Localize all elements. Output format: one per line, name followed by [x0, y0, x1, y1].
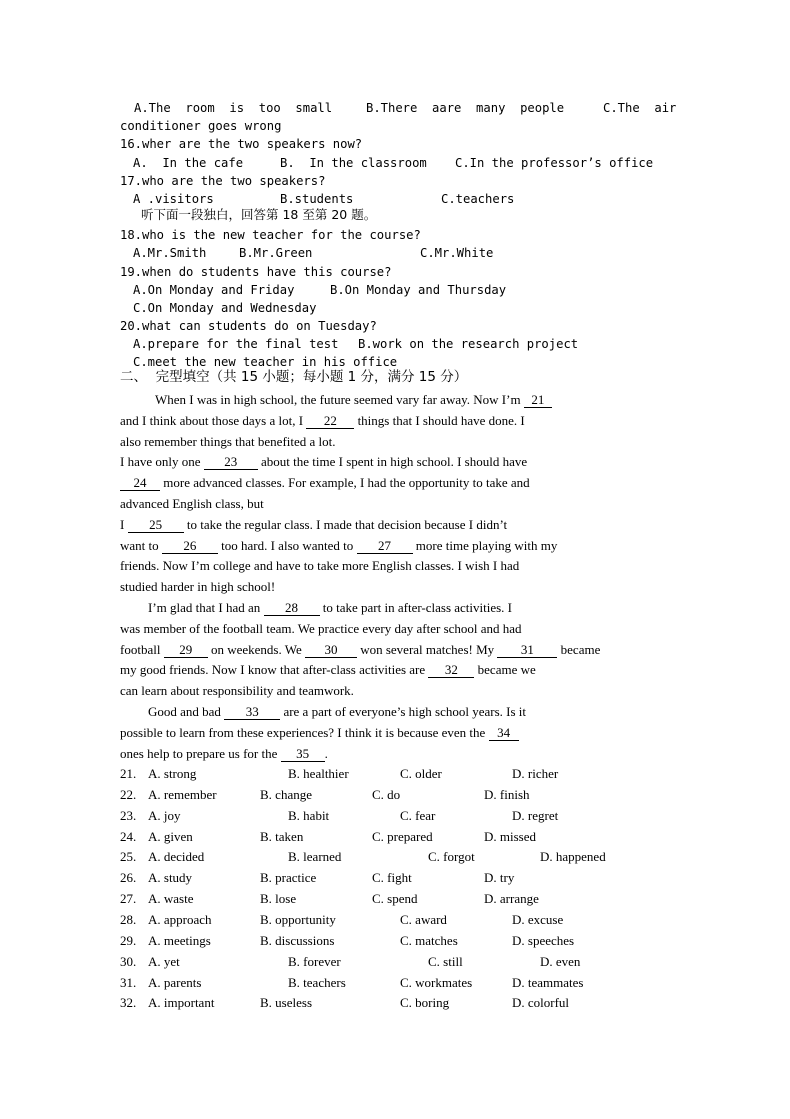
q17-option-b: B.students	[280, 192, 354, 206]
passage-line-1: When I was in high school, the future seemed vary far away. Now I’m 21	[155, 392, 552, 408]
blank-29[interactable]: 29	[164, 643, 208, 658]
passage-line-10: studied harder in high school!	[120, 579, 276, 594]
q16-option-a: A. In the cafe	[133, 156, 244, 170]
answer-option-c[interactable]: C. still	[428, 953, 463, 969]
answer-option-a[interactable]: A. study	[148, 870, 193, 886]
passage-line-6: advanced English class, but	[120, 496, 264, 511]
answer-option-d[interactable]: D. missed	[484, 828, 536, 844]
answer-option-b[interactable]: B. discussions	[260, 932, 335, 948]
q20-option-b: B.work on the research project	[358, 337, 579, 351]
option-number: 29.	[120, 932, 137, 948]
passage-line-11: I’m glad that I had an 28 to take part in after-class activities. I	[148, 600, 513, 615]
blank-26[interactable]: 26	[162, 539, 218, 554]
q16-question: 16.wher are the two speakers now?	[120, 137, 363, 151]
q18-option-c: C.Mr.White	[420, 246, 494, 260]
answer-option-d[interactable]: D. speeches	[512, 932, 575, 948]
q19-question: 19.when do students have this course?	[120, 265, 392, 279]
q16-option-b: B. In the classroom	[280, 156, 427, 170]
option-number: 25.	[120, 849, 137, 865]
option-number: 31.	[120, 974, 137, 990]
blank-34[interactable]: 34	[489, 726, 519, 741]
answer-option-b[interactable]: B. practice	[260, 870, 317, 886]
blank-32[interactable]: 32	[428, 663, 474, 678]
q19-option-c: C.On Monday and Wednesday	[133, 301, 317, 315]
answer-option-a[interactable]: A. remember	[148, 786, 217, 802]
passage-line-3: also remember things that benefited a lot.	[120, 434, 336, 449]
answer-option-b[interactable]: B. learned	[288, 849, 342, 865]
blank-22[interactable]: 22	[306, 414, 354, 429]
answer-option-d[interactable]: D. arrange	[484, 891, 539, 907]
q15-option-b: B.There aare many people	[366, 101, 565, 115]
answer-option-b[interactable]: B. useless	[260, 995, 312, 1011]
answer-option-d[interactable]: D. even	[540, 953, 581, 969]
blank-28[interactable]: 28	[264, 601, 320, 616]
answer-option-a[interactable]: A. given	[148, 828, 193, 844]
answer-option-c[interactable]: C. fear	[400, 807, 436, 823]
q18-option-b: B.Mr.Green	[239, 246, 313, 260]
passage-line-2: and I think about those days a lot, I 22 things that I should have done. I	[120, 413, 525, 428]
passage-line-15: can learn about responsibility and teamwork.	[120, 683, 354, 698]
answer-option-c[interactable]: C. boring	[400, 995, 450, 1011]
answer-option-c[interactable]: C. spend	[372, 891, 418, 907]
option-number: 27.	[120, 891, 137, 907]
option-number: 30.	[120, 953, 137, 969]
q20-option-c: C.meet the new teacher in his office	[133, 355, 398, 369]
monologue-instruction: 听下面一段独白，回答第 18 至第 20 题。	[141, 207, 377, 222]
answer-option-b[interactable]: B. healthier	[288, 766, 349, 781]
q19-option-a: A.On Monday and Friday	[133, 283, 295, 297]
passage-line-4: I have only one 23 about the time I spent in high school. I should have	[120, 454, 528, 469]
answer-option-d[interactable]: D. richer	[512, 766, 559, 781]
option-number: 28.	[120, 911, 137, 927]
answer-option-a[interactable]: A. yet	[148, 953, 180, 969]
passage-line-7: I 25 to take the regular class. I made that decision because I didn’t	[120, 517, 508, 532]
passage-line-13: football 29 on weekends. We 30 won several matches! My 31 became	[120, 642, 601, 657]
q18-question: 18.who is the new teacher for the course?	[120, 228, 421, 242]
answer-option-b[interactable]: B. habit	[288, 807, 330, 823]
blank-21[interactable]: 21	[524, 393, 552, 408]
option-number: 22.	[120, 786, 137, 802]
blank-31[interactable]: 31	[497, 643, 557, 658]
blank-33[interactable]: 33	[224, 705, 280, 720]
answer-option-c[interactable]: C. older	[400, 766, 442, 781]
blank-23[interactable]: 23	[204, 455, 258, 470]
passage-line-16: Good and bad 33 are a part of everyone’s high school years. Is it	[148, 704, 527, 719]
answer-option-b[interactable]: B. opportunity	[260, 911, 336, 927]
answer-option-d[interactable]: D. colorful	[512, 995, 570, 1011]
answer-option-a[interactable]: A. waste	[148, 891, 194, 907]
blank-25[interactable]: 25	[128, 518, 184, 533]
answer-option-b[interactable]: B. teachers	[288, 974, 346, 990]
q15-option-c-part1: C.The air	[603, 101, 677, 115]
answer-option-d[interactable]: D. excuse	[512, 911, 564, 927]
answer-option-d[interactable]: D. finish	[484, 786, 530, 802]
q17-question: 17.who are the two speakers?	[120, 174, 326, 188]
option-number: 24.	[120, 828, 137, 844]
q18-option-a: A.Mr.Smith	[133, 246, 207, 260]
answer-option-c[interactable]: C. award	[400, 911, 447, 927]
passage-line-9: friends. Now I’m college and have to take more English classes. I wish I had	[120, 558, 520, 573]
answer-option-d[interactable]: D. regret	[512, 807, 559, 823]
answer-option-c[interactable]: C. matches	[400, 932, 458, 948]
cloze-section-heading: 二、 完型填空（共 15 小题；每小题 1 分，满分 15 分）	[120, 369, 468, 385]
option-number: 23.	[120, 807, 137, 823]
answer-option-c[interactable]: C. forgot	[428, 849, 475, 865]
q19-option-b: B.On Monday and Thursday	[330, 283, 507, 297]
answer-option-a[interactable]: A. joy	[148, 807, 181, 823]
passage-line-12: was member of the football team. We practice every day after school and had	[120, 621, 522, 636]
option-number: 21.	[120, 766, 137, 781]
answer-option-a[interactable]: A. approach	[148, 911, 212, 927]
q15-option-c-part2: conditioner goes wrong	[120, 119, 282, 133]
passage-line-17: possible to learn from these experiences? I think it is because even the 34	[120, 725, 519, 741]
answer-option-a[interactable]: A. decided	[148, 849, 205, 865]
q17-option-c: C.teachers	[441, 192, 515, 206]
option-number: 26.	[120, 870, 137, 886]
answer-option-a[interactable]: A. meetings	[148, 932, 211, 948]
passage-line-8: want to 26 too hard. I also wanted to 27 more time playing with my	[120, 538, 558, 553]
answer-option-b[interactable]: B. forever	[288, 953, 341, 969]
option-number: 32.	[120, 995, 137, 1011]
passage-line-5: 24 more advanced classes. For example, I had the opportunity to take and	[120, 475, 530, 491]
q20-question: 20.what can students do on Tuesday?	[120, 319, 377, 333]
blank-30[interactable]: 30	[305, 643, 357, 658]
answer-option-a[interactable]: A. parents	[148, 974, 202, 990]
blank-27[interactable]: 27	[357, 539, 413, 554]
passage-line-14: my good friends. Now I know that after-class activities are 32 became we	[120, 662, 536, 677]
answer-option-a[interactable]: A. important	[148, 995, 215, 1011]
answer-option-b[interactable]: B. change	[260, 786, 312, 802]
q17-option-a: A .visitors	[133, 192, 214, 206]
answer-option-c[interactable]: C. workmates	[400, 974, 473, 990]
answer-option-b[interactable]: B. taken	[260, 828, 304, 844]
passage-line-18: ones help to prepare us for the 35 .	[120, 746, 328, 761]
q16-option-c: C.In the professor’s office	[455, 156, 654, 170]
answer-option-a[interactable]: A. strong	[148, 766, 197, 781]
q15-option-a: A.The room is too small	[134, 101, 333, 115]
answer-option-b[interactable]: B. lose	[260, 891, 297, 907]
answer-option-d[interactable]: D. teammates	[512, 974, 584, 990]
answer-option-d[interactable]: D. try	[484, 870, 515, 886]
answer-option-c[interactable]: C. prepared	[372, 828, 433, 844]
answer-option-c[interactable]: C. fight	[372, 870, 412, 886]
answer-option-c[interactable]: C. do	[372, 786, 401, 802]
blank-24[interactable]: 24	[120, 476, 160, 491]
answer-option-d[interactable]: D. happened	[540, 849, 606, 865]
blank-35[interactable]: 35	[281, 747, 325, 762]
q20-option-a: A.prepare for the final test	[133, 337, 339, 351]
